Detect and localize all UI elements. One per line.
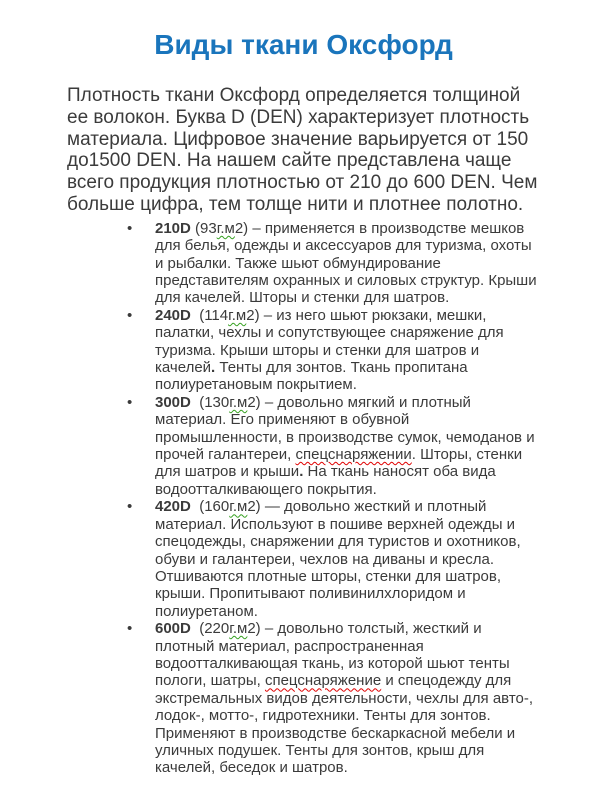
text-segment: 2) – применяется в производстве мешков для белья, одежды и аксессуаров для туризма, охоты и рыбалки. Также шьют обмундирование представителям охранных и силовых структур. Крыши для качелей. Шторы и стенки для шатров.	[155, 219, 541, 307]
text-segment: (130	[190, 393, 230, 411]
list-item-text	[155, 394, 539, 498]
list-item	[127, 220, 539, 307]
bold-period: .	[211, 359, 216, 377]
text-segment: (220	[190, 620, 230, 638]
intro-paragraph: Плотность ткани Оксфорд определяется толщиной ее волокон. Буква D (DEN) характеризует плотность материала. Цифровое значение варьируется от 150 до1500 DEN. На нашем сайте представлена чаще всего продукция плотностью от 210 до 600 DEN. Чем больше цифра, тем толще нити и плотнее полотно.	[67, 85, 538, 215]
text-segment: 2) – довольно мягкий и плотный материал. Его применяют в обувной промышленности, в производстве сумок, чемоданов и прочей галантереи,	[155, 393, 539, 464]
list-item	[127, 307, 539, 394]
text-segment: (114	[190, 306, 229, 324]
list-item	[127, 394, 539, 498]
text-segment: (93	[190, 219, 217, 237]
grammar-error-text: г.м	[216, 219, 235, 237]
spelling-error-text: спецснаряжение	[264, 672, 382, 690]
text-segment: . Шторы, стенки для шатров и крыши	[155, 446, 527, 481]
spelling-error-text: спецснаряжении	[295, 446, 412, 464]
text-segment: 2) – довольно толстый, жесткий и плотный материал, распространенная водоотталкивающая ткань, из которой шьют тенты пологи, шатры,	[155, 620, 514, 690]
bold-period: .	[299, 463, 304, 481]
list-item	[127, 498, 539, 620]
bullet-marker: •	[127, 498, 133, 516]
grammar-error-text: г.м	[229, 498, 248, 516]
density-label: 600D	[155, 620, 191, 638]
list-item-text	[155, 498, 525, 619]
density-label: 240D	[155, 306, 191, 324]
text-segment: 2) – из него шьют рюкзаки, мешки, палатки, чехлы и сопутствующее снаряжение для туризма. Крыши шторы и стенки для шатров и качелей	[155, 306, 508, 377]
grammar-error-text: г.м	[229, 620, 248, 638]
density-list	[127, 220, 539, 777]
list-item-text	[155, 220, 541, 307]
bullet-marker: •	[127, 306, 133, 324]
text-segment: 2) — довольно жесткий и плотный материал. Используют в пошиве верхней одежды и спецодежды, снаряжении для туристов и охотников, обуви и галантереи, чехлов на диваны и кресла. Отшиваются плотные шторы, стенки для шатров, крыши. Пропитывают поливинилхлоридом и полиуретаном.	[155, 498, 525, 620]
grammar-error-text: г.м	[228, 306, 247, 324]
text-segment: и спецодежду для экстремальных видов деятельности, чехлы для авто-, лодок-, мотто-, гидротехники. Тенты для зонтов. Применяют в производстве бескаркасной мебели и уличных подушек. Тенты для зонтов, крыш для качелей, беседок и шатров.	[155, 672, 538, 777]
grammar-error-text: г.м	[229, 393, 248, 411]
page-title: Виды ткани Оксфорд	[154, 29, 453, 60]
bullet-marker: •	[127, 393, 133, 411]
density-label: 210D	[155, 219, 191, 237]
density-label: 420D	[155, 498, 191, 516]
list-item	[127, 620, 539, 777]
text-segment: (160	[190, 498, 230, 516]
bullet-marker: •	[127, 219, 133, 237]
text-segment: Тенты для зонтов. Ткань пропитана полиуретановым покрытием.	[155, 359, 472, 394]
density-label: 300D	[155, 393, 191, 411]
bullet-marker: •	[127, 620, 133, 638]
list-item-text	[155, 620, 537, 776]
list-item-text	[155, 307, 508, 394]
text-segment: На ткань наносят оба вида водоотталкивающего покрытия.	[155, 463, 500, 498]
